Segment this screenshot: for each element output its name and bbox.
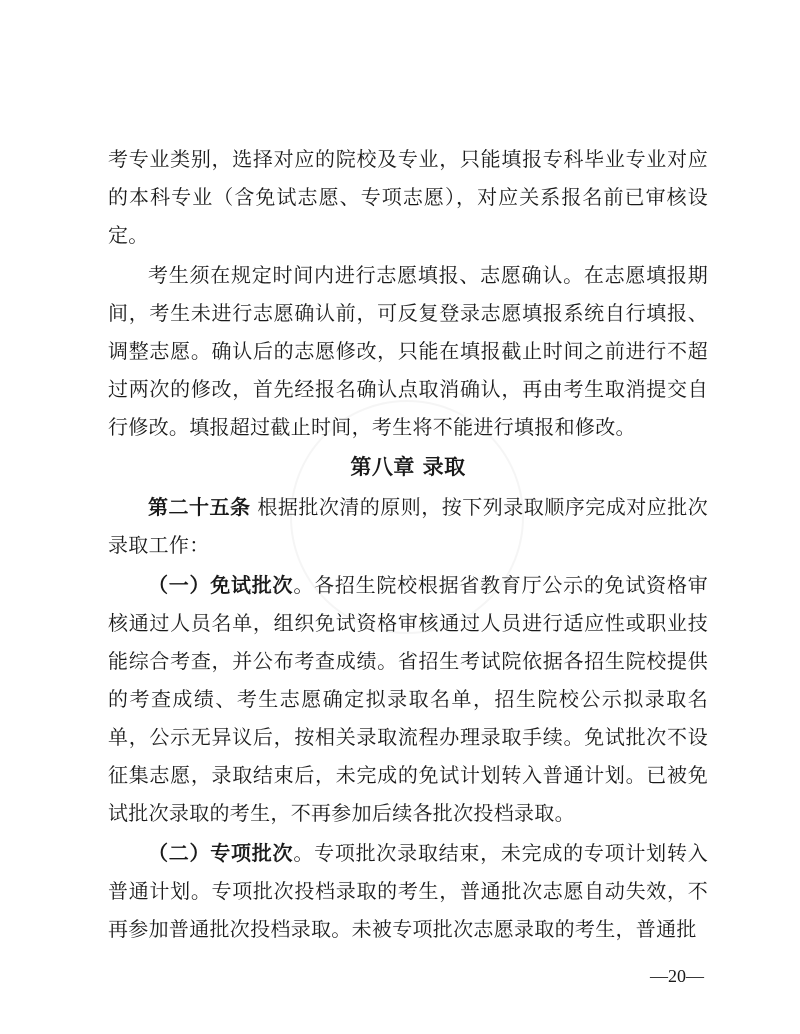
item-exempt-batch-text: 。各招生院校根据省教育厅公示的免试资格审核通过人员名单，组织免试资格审核通过人员进行适应性或职业技能综合考查，并公布考查成绩。省招生考试院依据各招生院校提供的考查成绩、考生志愿确定拟录取名单，招生院校公示拟录取名单，公示无异议后，按相关录取流程办理录取手续。免试批次不设征集志愿，录取结束后，未完成的免试计划转入普通计划。已被免试批次录取的考生，不再参加后续各批次投档录取。 — [108, 573, 709, 825]
paragraph-continued: 考专业类别，选择对应的院校及专业，只能填报专科毕业专业对应的本科专业（含免试志愿、专项志愿），对应关系报名前已审核设定。 — [108, 147, 708, 247]
item-special-batch — [108, 834, 708, 948]
item-special-batch-text: 。专项批次录取结束，未完成的专项计划转入普通计划。专项批次投档录取的考生，普通批次志愿自动失效，不再参加普通批次投档录取。未被专项批次志愿录取的考生，普通批 — [108, 841, 709, 941]
paragraph-volunteer-filling: 考生须在规定时间内进行志愿填报、志愿确认。在志愿填报期间，考生未进行志愿确认前，可反复登录志愿填报系统自行填报、调整志愿。确认后的志愿修改，只能在填报截止时间之前进行不超过两次的修改，首先经报名确认点取消确认，再由考生取消提交自行修改。填报超过截止时间，考生将不能进行填报和修改。 — [108, 263, 708, 439]
item-exempt-batch — [108, 566, 708, 832]
chapter-heading: 第八章 录取 — [350, 455, 466, 479]
article-25 — [108, 488, 708, 564]
document-body — [108, 140, 708, 948]
article-25-label: 第二十五条 — [148, 495, 251, 519]
item-special-batch-label: （二）专项批次 — [148, 841, 294, 865]
article-25-text: 根据批次清的原则，按下列录取顺序完成对应批次录取工作： — [108, 495, 709, 557]
page-number: —20— — [650, 966, 704, 986]
item-exempt-batch-label: （一）免试批次 — [148, 573, 294, 597]
